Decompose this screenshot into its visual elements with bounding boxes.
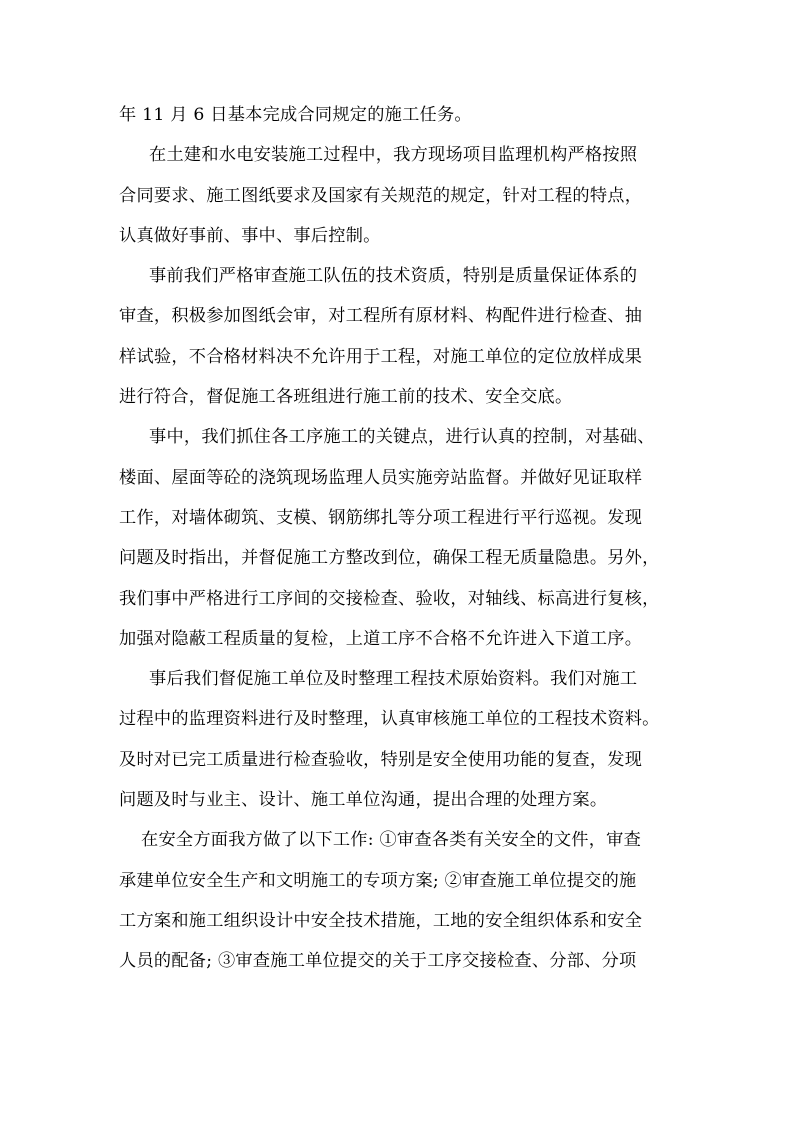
text-line: 及时对已完工质量进行检查验收，特别是安全使用功能的复查，发现 xyxy=(119,749,643,770)
text-line: 加强对隐蔽工程质量的复检，上道工序不合格不允许进入下道工序。 xyxy=(119,628,643,649)
paragraph-start-line: 事后我们督促施工单位及时整理工程技术原始资料。我们对施工 xyxy=(149,669,638,690)
text-line: 工方案和施工组织设计中安全技术措施，工地的安全组织体系和安全 xyxy=(119,910,643,931)
text-line: 进行符合，督促施工各班组进行施工前的技术、安全交底。 xyxy=(119,387,573,408)
paragraph-start-line: 在安全方面我方做了以下工作: ①审查各类有关安全的文件，审查 xyxy=(141,830,642,851)
paragraph-start-line: 在土建和水电安装施工过程中，我方现场项目监理机构严格按照 xyxy=(149,145,638,166)
text-line: 审查，积极参加图纸会审，对工程所有原材料、构配件进行检查、抽 xyxy=(119,306,643,327)
paragraph-start-line: 事前我们严格审查施工队伍的技术资质，特别是质量保证体系的 xyxy=(149,266,638,287)
text-line: 问题及时指出，并督促施工方整改到位，确保工程无质量隐患。另外， xyxy=(119,548,660,569)
text-line: 承建单位安全生产和文明施工的专项方案; ②审查施工单位提交的施 xyxy=(119,870,637,891)
text-line: 人员的配备; ③审查施工单位提交的关于工序交接检查、分部、分项 xyxy=(119,951,637,972)
text-line: 认真做好事前、事中、事后控制。 xyxy=(119,225,381,246)
text-line: 楼面、屋面等砼的浇筑现场监理人员实施旁站监督。并做好见证取样 xyxy=(119,467,643,488)
text-line: 样试验，不合格材料决不允许用于工程，对施工单位的定位放样成果 xyxy=(119,346,643,367)
body-text xyxy=(119,95,685,982)
text-line: 我们事中严格进行工序间的交接检查、验收，对轴线、标高进行复核， xyxy=(119,588,660,609)
text-line: 过程中的监理资料进行及时整理，认真审核施工单位的工程技术资料。 xyxy=(119,709,660,730)
text-line: 工作，对墙体砌筑、支模、钢筋绑扎等分项工程进行平行巡视。发现 xyxy=(119,507,643,528)
text-line: 年 11 月 6 日基本完成合同规定的施工任务。 xyxy=(119,105,472,125)
text-line: 问题及时与业主、设计、施工单位沟通，提出合理的处理方案。 xyxy=(119,790,608,811)
paragraph-start-line: 事中，我们抓住各工序施工的关键点，进行认真的控制，对基础、 xyxy=(149,427,655,448)
text-line: 合同要求、施工图纸要求及国家有关规范的规定，针对工程的特点， xyxy=(119,185,643,206)
